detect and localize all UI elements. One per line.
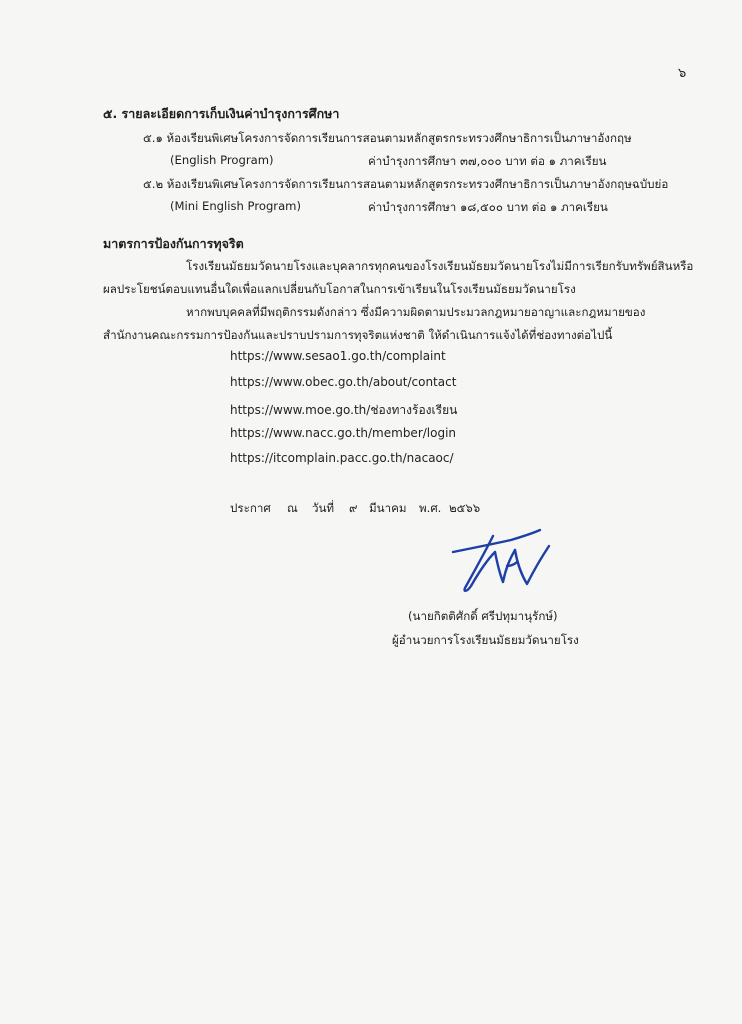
- announcement-day-label: วันที่: [312, 501, 335, 515]
- complaint-link[interactable]: https://itcomplain.pacc.go.th/nacaoc/: [230, 451, 454, 465]
- announcement-day: ๙: [349, 501, 358, 515]
- complaint-link[interactable]: https://www.nacc.go.th/member/login: [230, 426, 457, 440]
- signatory-name: (นายกิตติศักดิ์ ศรีปทุมานุรักษ์): [408, 609, 558, 623]
- section-heading-fees: ๕. รายละเอียดการเก็บเงินค่าบำรุงการศึกษา: [103, 106, 340, 121]
- announcement-at: ณ: [287, 501, 298, 515]
- announcement-era: พ.ศ.: [419, 501, 442, 515]
- fee-item-title-mep: ๕.๒ ห้องเรียนพิเศษโครงการจัดการเรียนการสอนตามหลักสูตรกระทรวงศึกษาธิการเป็นภาษาอังกฤษฉบับย่อ: [143, 177, 669, 191]
- anti-corruption-para1-line1: โรงเรียนมัธยมวัดนายโรงและบุคลากรทุกคนของโรงเรียนมัธยมวัดนายโรงไม่มีการเรียกรับทรัพย์สินหรือ: [186, 259, 694, 273]
- complaint-link[interactable]: https://www.sesao1.go.th/complaint: [230, 349, 446, 363]
- fee-item-title-ep: ๕.๑ ห้องเรียนพิเศษโครงการจัดการเรียนการสอนตามหลักสูตรกระทรวงศึกษาธิการเป็นภาษาอังกฤษ: [143, 131, 632, 145]
- announcement-label: ประกาศ: [230, 501, 271, 515]
- page-number: ๖: [678, 66, 687, 81]
- announcement-month: มีนาคม: [369, 501, 407, 515]
- complaint-link[interactable]: https://www.moe.go.th/ช่องทางร้องเรียน: [230, 403, 458, 417]
- anti-corruption-para2-line1: หากพบบุคคลที่มีพฤติกรรมดังกล่าว ซึ่งมีความผิดตามประมวลกฎหมายอาญาและกฎหมายของ: [186, 305, 646, 319]
- signatory-position: ผู้อำนวยการโรงเรียนมัธยมวัดนายโรง: [392, 633, 579, 647]
- anti-corruption-para1-line2: ผลประโยชน์ตอบแทนอื่นใดเพื่อแลกเปลี่ยนกับโอกาสในการเข้าเรียนในโรงเรียนมัธยมวัดนายโรง: [103, 282, 576, 296]
- fee-item-amount-mep: ค่าบำรุงการศึกษา ๑๘,๕๐๐ บาท ต่อ ๑ ภาคเรียน: [368, 200, 608, 214]
- section-heading-anti-corruption: มาตรการป้องกันการทุจริต: [103, 236, 244, 251]
- complaint-link[interactable]: https://www.obec.go.th/about/contact: [230, 375, 457, 389]
- anti-corruption-para2-line2: สำนักงานคณะกรรมการป้องกันและปราบปรามการทุจริตแห่งชาติ ให้ดำเนินการแจ้งได้ที่ช่องทางต่อไปนี้: [103, 328, 613, 342]
- fee-item-amount-ep: ค่าบำรุงการศึกษา ๓๗,๐๐๐ บาท ต่อ ๑ ภาคเรียน: [368, 154, 607, 168]
- fee-item-program-ep: (English Program): [170, 153, 274, 167]
- signature-image: [445, 522, 555, 602]
- fee-item-program-mep: (Mini English Program): [170, 199, 301, 213]
- announcement-year: ๒๕๖๖: [449, 501, 481, 515]
